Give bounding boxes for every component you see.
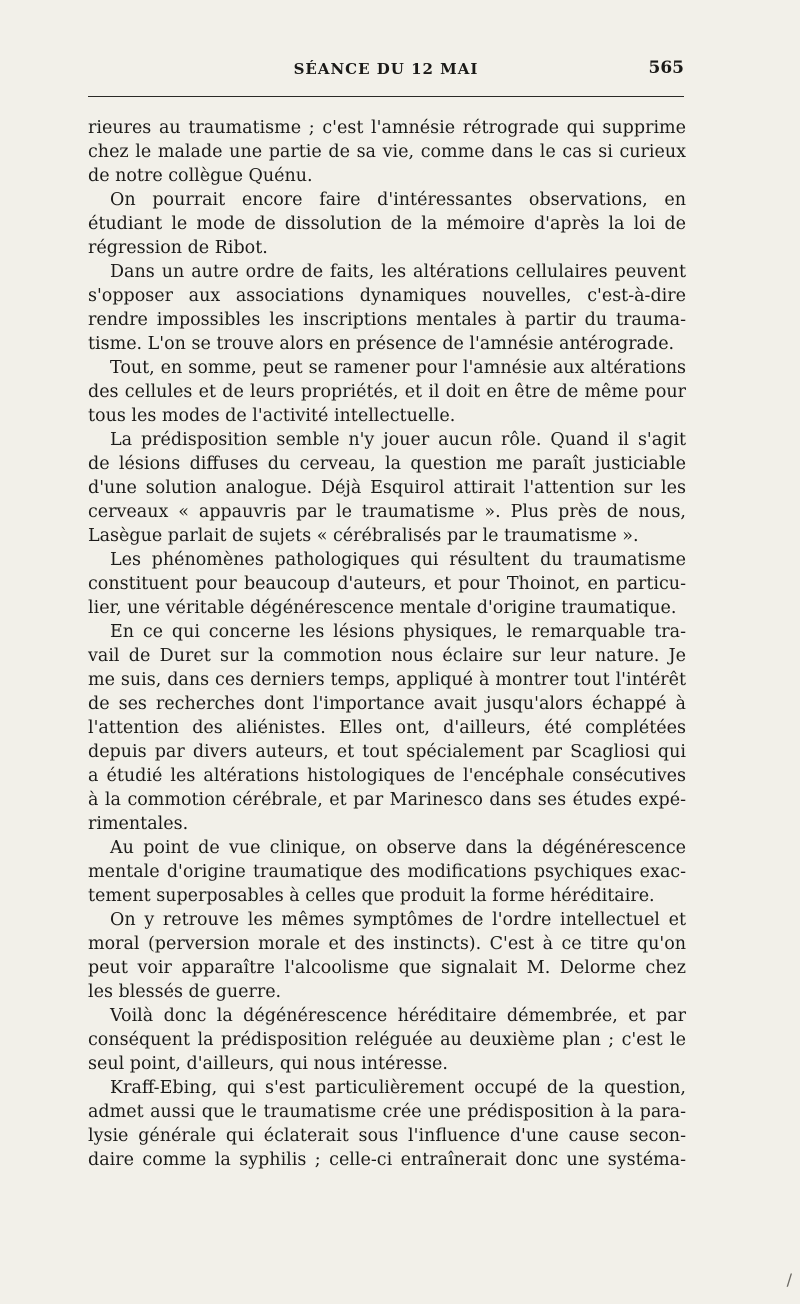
text-line: des cellules et de leurs propriétés, et il doit en être de même pour bbox=[88, 382, 686, 402]
text-line: En ce qui concerne les lésions physiques, le remarquable tra- bbox=[110, 622, 686, 642]
running-head bbox=[88, 60, 684, 84]
text-line: rieures au traumatisme ; c'est l'amnésie rétrograde qui supprime bbox=[88, 118, 686, 138]
text-line: On pourrait encore faire d'intéressantes observations, en bbox=[110, 190, 686, 210]
text-line: lier, une véritable dégénérescence mentale d'origine traumatique. bbox=[88, 598, 677, 618]
text-line: vail de Duret sur la commotion nous éclaire sur leur nature. Je bbox=[88, 646, 686, 666]
text-line: régression de Ribot. bbox=[88, 238, 268, 258]
text-line: à la commotion cérébrale, et par Marinesco dans ses études expé- bbox=[88, 790, 686, 810]
text-line: moral (perversion morale et des instincts). C'est à ce titre qu'on bbox=[88, 934, 686, 954]
text-line: admet aussi que le traumatisme crée une prédisposition à la para- bbox=[88, 1102, 686, 1122]
text-line: peut voir apparaître l'alcoolisme que signalait M. Delorme chez bbox=[88, 958, 686, 978]
text-line: de lésions diffuses du cerveau, la question me paraît justiciable bbox=[88, 454, 686, 474]
running-title: SÉANCE DU 12 MAI bbox=[293, 60, 479, 78]
text-line: tisme. L'on se trouve alors en présence de l'amnésie antérograde. bbox=[88, 334, 675, 354]
text-line: seul point, d'ailleurs, qui nous intéresse. bbox=[88, 1054, 448, 1074]
text-line: On y retrouve les mêmes symptômes de l'ordre intellectuel et bbox=[110, 910, 686, 930]
text-line: tement superposables à celles que produit la forme héréditaire. bbox=[88, 886, 655, 906]
text-line: daire comme la syphilis ; celle-ci entraînerait donc une systéma- bbox=[88, 1150, 686, 1170]
text-line: Kraff-Ebing, qui s'est particulièrement occupé de la question, bbox=[110, 1078, 686, 1098]
text-line: La prédisposition semble n'y jouer aucun rôle. Quand il s'agit bbox=[110, 430, 686, 450]
text-line: Lasègue parlait de sujets « cérébralisés par le traumatisme ». bbox=[88, 526, 639, 546]
text-line: conséquent la prédisposition reléguée au deuxième plan ; c'est le bbox=[88, 1030, 686, 1050]
text-line: cerveaux « appauvris par le traumatisme ». Plus près de nous, bbox=[88, 502, 686, 522]
text-line: lysie générale qui éclaterait sous l'influence d'une cause secon- bbox=[88, 1126, 686, 1146]
text-line: rendre impossibles les inscriptions mentales à partir du trauma- bbox=[88, 310, 686, 330]
text-line: tous les modes de l'activité intellectuelle. bbox=[88, 406, 456, 426]
text-line: Au point de vue clinique, on observe dans la dégénérescence bbox=[110, 838, 686, 858]
text-line: Les phénomènes pathologiques qui résultent du traumatisme bbox=[110, 550, 686, 570]
text-line: l'attention des aliénistes. Elles ont, d'ailleurs, été complétées bbox=[88, 718, 686, 738]
text-line: les blessés de guerre. bbox=[88, 982, 282, 1002]
text-line: Dans un autre ordre de faits, les altérations cellulaires peuvent bbox=[110, 262, 686, 282]
text-line: rimentales. bbox=[88, 814, 189, 834]
text-line: Voilà donc la dégénérescence héréditaire démembrée, et par bbox=[110, 1006, 686, 1026]
text-line: mentale d'origine traumatique des modifications psychiques exac- bbox=[88, 862, 686, 882]
text-line: me suis, dans ces derniers temps, appliqué à montrer tout l'intérêt bbox=[88, 670, 686, 690]
page-number: 565 bbox=[648, 58, 684, 78]
header-rule bbox=[88, 96, 684, 97]
text-line: étudiant le mode de dissolution de la mémoire d'après la loi de bbox=[88, 214, 686, 234]
text-line: chez le malade une partie de sa vie, comme dans le cas si curieux bbox=[88, 142, 686, 162]
text-line: de ses recherches dont l'importance avait jusqu'alors échappé à bbox=[88, 694, 686, 714]
body-text bbox=[88, 116, 686, 1172]
margin-mark: / bbox=[786, 1270, 792, 1289]
text-line: s'opposer aux associations dynamiques nouvelles, c'est-à-dire bbox=[88, 286, 686, 306]
text-line: Tout, en somme, peut se ramener pour l'amnésie aux altérations bbox=[110, 358, 686, 378]
text-line: a étudié les altérations histologiques de l'encéphale consécutives bbox=[88, 766, 686, 786]
text-line: depuis par divers auteurs, et tout spécialement par Scagliosi qui bbox=[88, 742, 686, 762]
text-line: constituent pour beaucoup d'auteurs, et pour Thoinot, en particu- bbox=[88, 574, 686, 594]
text-line: de notre collègue Quénu. bbox=[88, 166, 313, 186]
text-line: d'une solution analogue. Déjà Esquirol attirait l'attention sur les bbox=[88, 478, 686, 498]
